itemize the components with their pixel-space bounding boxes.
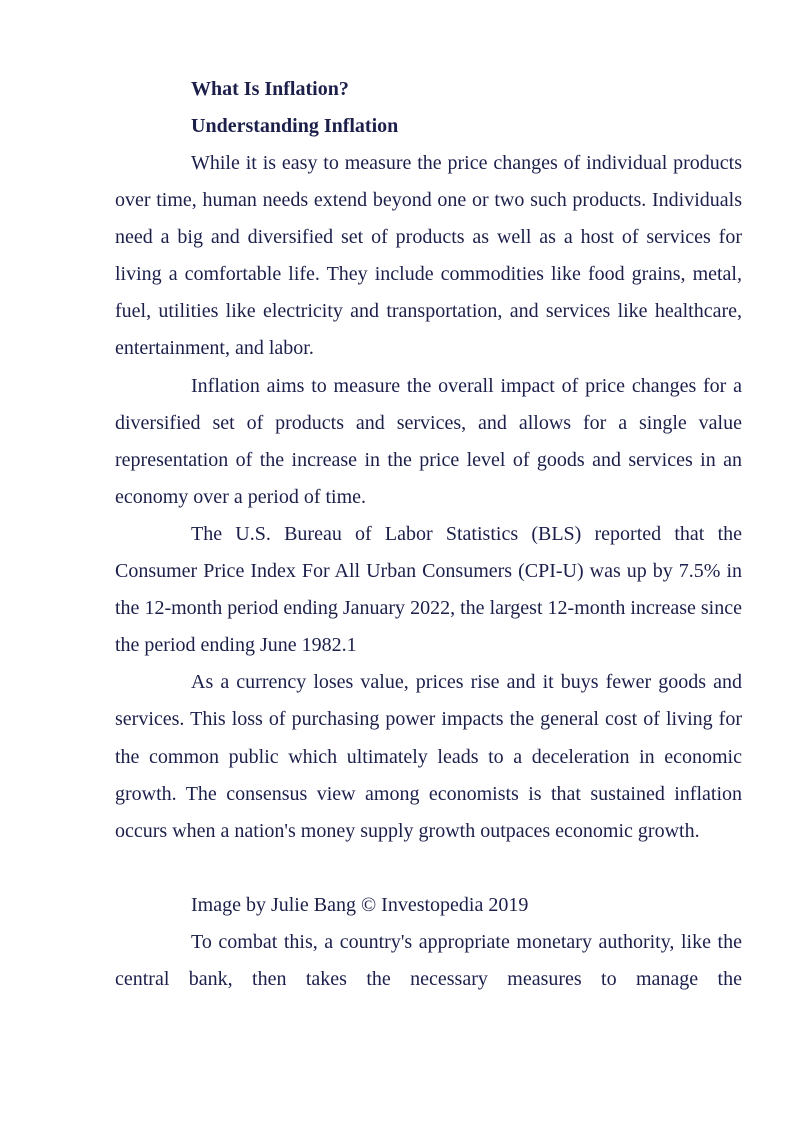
paragraph-1: While it is easy to measure the price changes of individual products over time, human needs extend beyond one or two such products. Individuals need a big and diversified set of products as well as a host of services for living a comfortable life. They include commodities like food grains, metal, fuel, utilities like electricity and transportation, and services like healthcare, entertainment, and labor. [115,152,742,360]
heading-what-is-inflation: What Is Inflation? [191,78,349,100]
document-page [115,71,742,998]
paragraph-3: The U.S. Bureau of Labor Statistics (BLS) reported that the Consumer Price Index For All Urban Consumers (CPI-U) was up by 7.5% in the 12-month period ending January 2022, the largest 12-month increase since the period ending June 1982.1 [115,522,742,657]
image-placeholder-gap [115,850,742,887]
paragraph-4: As a currency loses value, prices rise and it buys fewer goods and services. This loss of purchasing power impacts the general cost of living for the common public which ultimately leads to a deceleration in economic growth. The consensus view among economists is that sustained inflation occurs when a nation's money supply growth outpaces economic growth. [115,671,742,842]
image-caption: Image by Julie Bang © Investopedia 2019 [191,893,529,916]
heading-understanding-inflation: Understanding Inflation [191,115,399,137]
paragraph-2: Inflation aims to measure the overall impact of price changes for a diversified set of products and services, and allows for a single value representation of the increase in the price level of goods and services in an economy over a period of time. [115,374,742,508]
paragraph-5: To combat this, a country's appropriate monetary authority, like the central bank, then takes the necessary measures to manage the [115,930,742,990]
